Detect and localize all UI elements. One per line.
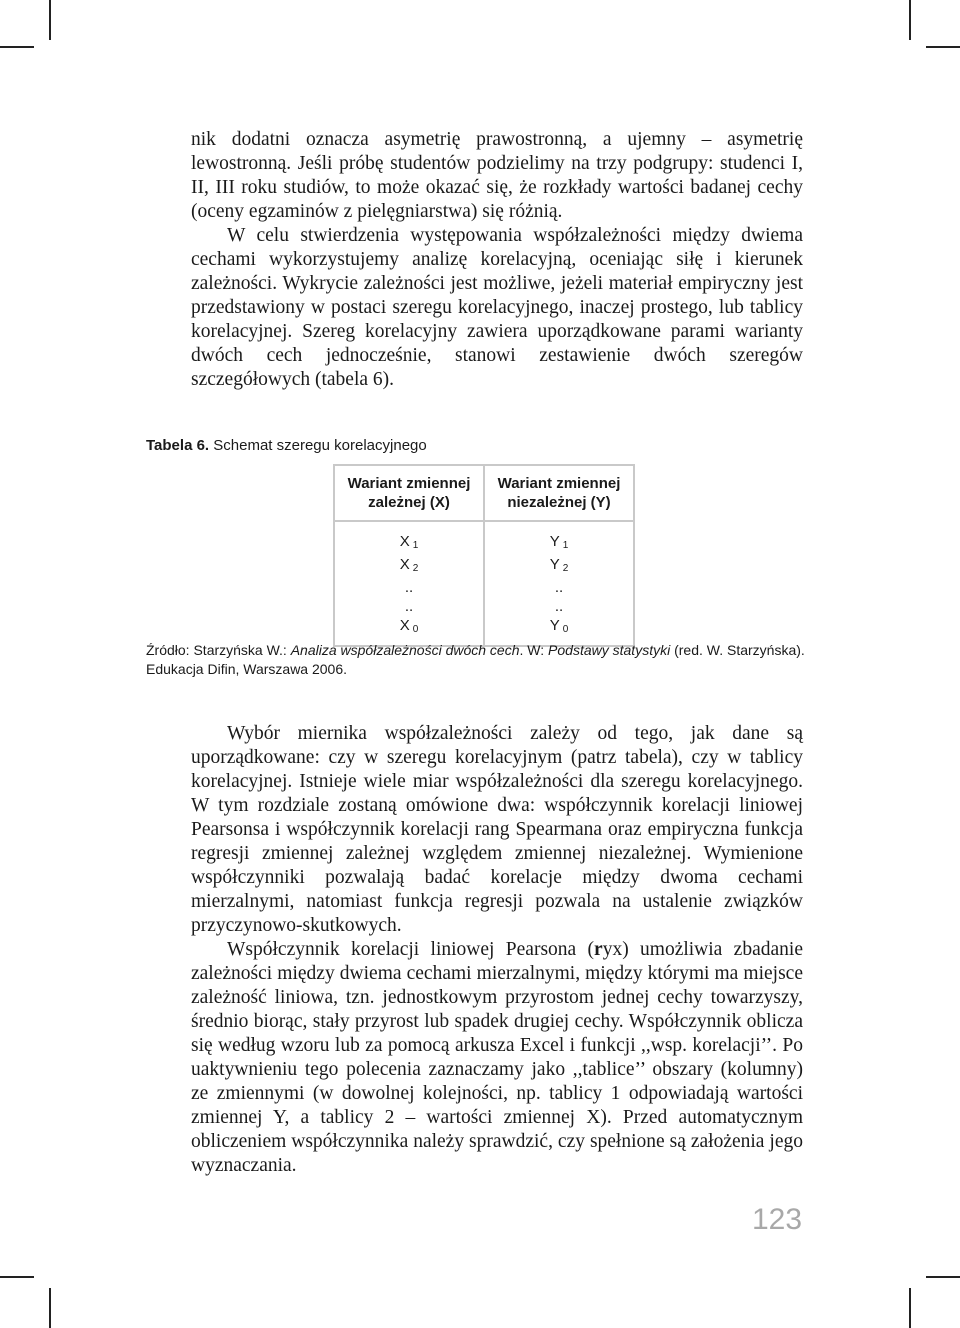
crop-mark-top-right-vertical — [909, 0, 911, 40]
x-value-n: X $_0$ — [399, 617, 419, 635]
y-ellipsis-1: .. — [554, 579, 564, 596]
table-caption — [146, 437, 427, 454]
table-column-x — [334, 521, 484, 646]
table-label: Tabela 6. — [146, 437, 210, 454]
table-column-y — [484, 521, 634, 646]
y-value-n: Y $_0$ — [549, 617, 569, 635]
table-header-x: Wariant zmiennej zależnej (X) — [334, 465, 484, 521]
page-number: 123 — [752, 1203, 803, 1236]
body-paragraph-1: nik dodatni oznacza asymetrię prawostronną, a ujemny – asymetrię lewostronną. Jeśli próbę studentów podzielimy na trzy podgrupy: studenci I, II, III roku studiów, to może okazać się, że rozkłady wartości badanej cechy (oceny egzaminów z pielęgniarstwa) się różnią. — [191, 129, 803, 222]
crop-mark-bottom-left-horizontal — [0, 1276, 34, 1278]
table-source-note: Źródło: Starzyńska W.: Analiza współzależności dwóch cech. W: Podstawy statystyki (red. W. Starzyńska). Edukacja Difin, Warszawa 2006. — [146, 642, 805, 677]
correlation-series-table — [333, 464, 635, 647]
x-ellipsis-2: .. — [404, 598, 414, 615]
crop-mark-bottom-right-horizontal — [926, 1276, 960, 1278]
x-value-2: X $_2$ — [399, 556, 419, 574]
body-paragraph-3: Wybór miernika współzależności zależy od tego, jak dane są uporządkowane: czy w szeregu korelacyjnym (patrz tabela), czy w tablicy korelacyjnej. Istnieje wiele miar współzależności dla szeregu korelacyjnego. W tym rozdziale zostaną omówione dwa: współczynnik korelacji liniowej Pearsonsa i współczynnik korelacji rang Spearmana oraz empiryczna funkcja regresji zmiennej zależnej względem zmiennej niezależnej. Wymienione współczynniki pozwalają badać korelacje między dwoma cechami mierzalnymi, natomiast funkcja regresji pozwala na ustalenie związków przyczynowo-skutkowych. — [191, 723, 803, 936]
y-value-2: Y $_2$ — [549, 556, 569, 574]
source-book-title: Podstawy statystyki — [548, 642, 671, 658]
source-article-title: Analiza współzależności dwóch cech — [290, 642, 520, 658]
crop-mark-top-left-vertical — [49, 0, 51, 40]
crop-mark-bottom-left-vertical — [49, 1288, 51, 1328]
crop-mark-top-left-horizontal — [0, 46, 34, 48]
x-value-1: X $_1$ — [399, 533, 419, 551]
pearson-symbol-bold: r — [594, 939, 603, 960]
table-header-y: Wariant zmiennej niezależnej (Y) — [484, 465, 634, 521]
y-ellipsis-2: .. — [554, 598, 564, 615]
y-value-1: Y $_1$ — [549, 533, 569, 551]
table-title: Schemat szeregu korelacyjnego — [213, 437, 427, 454]
x-ellipsis-1: .. — [404, 579, 414, 596]
body-paragraph-4: Współczynnik korelacji liniowej Pearsona (ryx) umożliwia zbadanie zależności między dwiema cechami mierzalnymi, między którymi ma miejsce zależność liniowa, tzn. jednostkowym przyrostom jednej cechy towarzyszy, średnio biorąc, stały przyrost lub spadek drugiej cechy. Współczynnik oblicza się według wzoru lub za pomocą arkusza Excel i funkcji ,,wsp. korelacji’’. Po uaktywnieniu tego polecenia zaznaczamy jako ,,tablice’’ obszary (kolumny) ze zmiennymi (w dowolnej kolejności, np. tablicy 1 odpowiadają wartości zmiennej Y, a tablicy 2 – wartości zmiennej X). Przed automatycznym obliczeniem współczynnika należy sprawdzić, czy spełnione są założenia jego wyznaczania. — [191, 939, 803, 1176]
crop-mark-bottom-right-vertical — [909, 1288, 911, 1328]
body-paragraph-2: W celu stwierdzenia występowania współzależności między dwiema cechami wykorzystujemy analizę korelacyjną, oceniając siłę i kierunek zależności. Wykrycie zależności jest możliwe, jeżeli materiał empiryczny jest przedstawiony w postaci szeregu korelacyjnego, inaczej prostego, lub tablicy korelacyjnej. Szereg korelacyjny zawiera uporządkowane parami warianty dwóch cech jednocześnie, stanowi zestawienie dwóch szeregów szczegółowych (tabela 6). — [191, 225, 803, 390]
crop-mark-top-right-horizontal — [926, 46, 960, 48]
